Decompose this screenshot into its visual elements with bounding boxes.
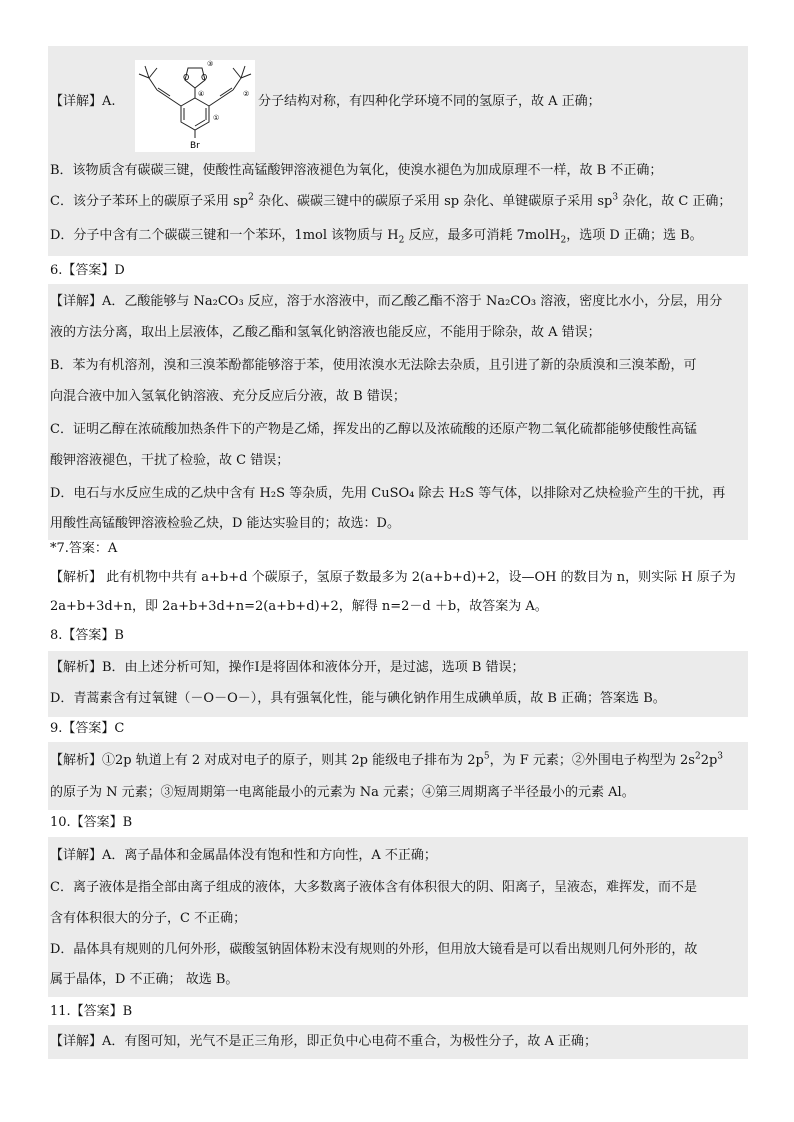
- q9-l1-sup-c: 3: [717, 751, 724, 762]
- molecule-structure-image: [135, 60, 255, 152]
- q5-d-part1: D．分子中含有二个碳碳三键和一个苯环，1mol 该物质与 H: [50, 228, 399, 243]
- molecule-structure-svg: [135, 60, 255, 152]
- q9-l1-sup-b: 2: [694, 751, 701, 762]
- q5-c-sup1: 2: [248, 192, 254, 203]
- q6-line-a2: 液的方法分离，取出上层液体，乙酸乙酯和氢氧化钠溶液也能反应，不能用于除杂，故 A 错误；: [50, 325, 601, 340]
- q9-line-1: [50, 753, 723, 769]
- oxygen-label-right: O: [201, 73, 208, 82]
- q5-d-sub2: 2: [560, 235, 567, 246]
- q5-c-part2: 杂化、碳碳三键中的碳原子采用 sp 杂化、单键碳原子采用 sp: [253, 194, 613, 209]
- position-label-1: ①: [213, 114, 220, 122]
- q5-line-a-suffix: 分子结构对称，有四种化学环境不同的氢原子，故 A 正确；: [258, 94, 601, 109]
- q5-line-d: [50, 228, 703, 244]
- q5-d-sub1: 2: [398, 235, 405, 246]
- q5-line-a-prefix: 【详解】A.: [50, 94, 116, 109]
- q6-line-b1: B．苯为有机溶剂，溴和三溴苯酚都能够溶于苯，使用浓溴水无法除去杂质，且引进了新的杂质溴和三溴苯酚，可: [50, 358, 697, 373]
- q9-line-2: 的原子为 N 元素；③短周期第一电离能最小的元素为 Na 元素；④第三周期离子半径最小的元素 Al。: [50, 785, 635, 800]
- q9-answer-title: 9.【答案】C: [50, 721, 125, 736]
- q10-line-c1: C．离子液体是指全部由离子组成的液体，大多数离子液体含有体积很大的阴、阳离子，呈液态，难挥发，而不是: [50, 880, 697, 895]
- q10-line-a: 【详解】A．离子晶体和金属晶体没有饱和性和方向性，A 不正确；: [50, 848, 437, 863]
- q11-answer-title: 11.【答案】B: [50, 1004, 133, 1019]
- q9-l1-part-b: ，为 F 元素；②外围电子构型为 2s: [489, 753, 695, 768]
- q10-answer-title: 10.【答案】B: [50, 815, 133, 830]
- q6-line-d1: D．电石与水反应生成的乙炔中含有 H₂S 等杂质，先用 CuSO₄ 除去 H₂S 等气体，以排除对乙炔检验产生的干扰，再: [50, 486, 726, 501]
- q5-line-b: B．该物质含有碳碳三键，使酸性高锰酸钾溶液褪色为氧化，使溴水褪色为加成原理不一样，故 B 不正确；: [50, 163, 663, 178]
- q8-line-2: D．青蒿素含有过氧键（－O－O－），具有强氧化性，能与碘化钠作用生成碘单质，故 B 正确；答案选 B。: [50, 691, 666, 706]
- oxygen-label-left: O: [183, 73, 190, 82]
- q10-line-c2: 含有体积很大的分子，C 不正确；: [50, 911, 247, 926]
- q7-line-2: 2a+b+3d+n，即 2a+b+3d+n=2(a+b+d)+2，解得 n=2－d ＋b，故答案为 A。: [50, 599, 548, 614]
- q6-line-c2: 酸钾溶液褪色，干扰了检验，故 C 错误；: [50, 453, 290, 468]
- q9-l1-part-a: 【解析】①2p 轨道上有 2 对成对电子的原子，则其 2p 能级电子排布为 2p: [50, 753, 484, 768]
- q7-line-1: 【解析】 此有机物中共有 a+b+d 个碳原子，氢原子数最多为 2(a+b+d)+2，设—OH 的数目为 n，则实际 H 原子为: [50, 570, 736, 585]
- q5-d-part2: 反应，最多可消耗 7molH: [404, 228, 561, 243]
- q5-c-part3: 杂化，故 C 正确；: [618, 194, 732, 209]
- q5-d-part3: ，选项 D 正确；选 B。: [566, 228, 703, 243]
- q10-line-d1: D．晶体具有规则的几何外形，碳酸氢钠固体粉末没有规则的外形，但用放大镜看是可以看出规则几何外形的，故: [50, 942, 698, 957]
- q6-answer-title: 6.【答案】D: [50, 263, 125, 278]
- q9-l1-part-c: 2p: [700, 753, 718, 768]
- position-label-4: ④: [198, 90, 205, 98]
- q6-line-c1: C．证明乙醇在浓硫酸加热条件下的产物是乙烯，挥发出的乙醇以及浓硫酸的还原产物二氧化硫都能够使酸性高锰: [50, 422, 697, 437]
- q6-line-b2: 向混合液中加入氢氧化钠溶液、充分反应后分液，故 B 错误；: [50, 389, 406, 404]
- q5-c-part1: C．该分子苯环上的碳原子采用 sp: [50, 194, 249, 209]
- q8-line-1: 【解析】B．由上述分析可知，操作Ⅰ是将固体和液体分开，是过滤，选项 B 错误；: [50, 660, 525, 675]
- position-label-3: ③: [207, 60, 214, 68]
- q7-answer-title: *7.答案：A: [50, 541, 118, 556]
- q11-line-a: 【详解】A．有图可知，光气不是正三角形，即正负中心电荷不重合，为极性分子，故 A 正确；: [50, 1034, 598, 1049]
- q9-l1-sup-a: 5: [483, 751, 490, 762]
- q8-answer-title: 8.【答案】B: [50, 628, 124, 643]
- position-label-2: ②: [243, 90, 250, 98]
- q10-line-d2: 属于晶体，D 不正确； 故选 B。: [50, 972, 239, 987]
- benzene-ring: [181, 98, 209, 130]
- q5-c-sup2: 3: [612, 192, 619, 203]
- q5-line-c: [50, 194, 731, 210]
- q6-line-a1: 【详解】A．乙酸能够与 Na₂CO₃ 反应，溶于水溶液中，而乙酸乙酯不溶于 Na₂CO₃ 溶液，密度比水小，分层，用分: [50, 294, 723, 309]
- q6-line-d2: 用酸性高锰酸钾溶液检验乙炔，D 能达实验目的；故选：D。: [50, 516, 400, 531]
- bromine-label: Br: [190, 141, 200, 151]
